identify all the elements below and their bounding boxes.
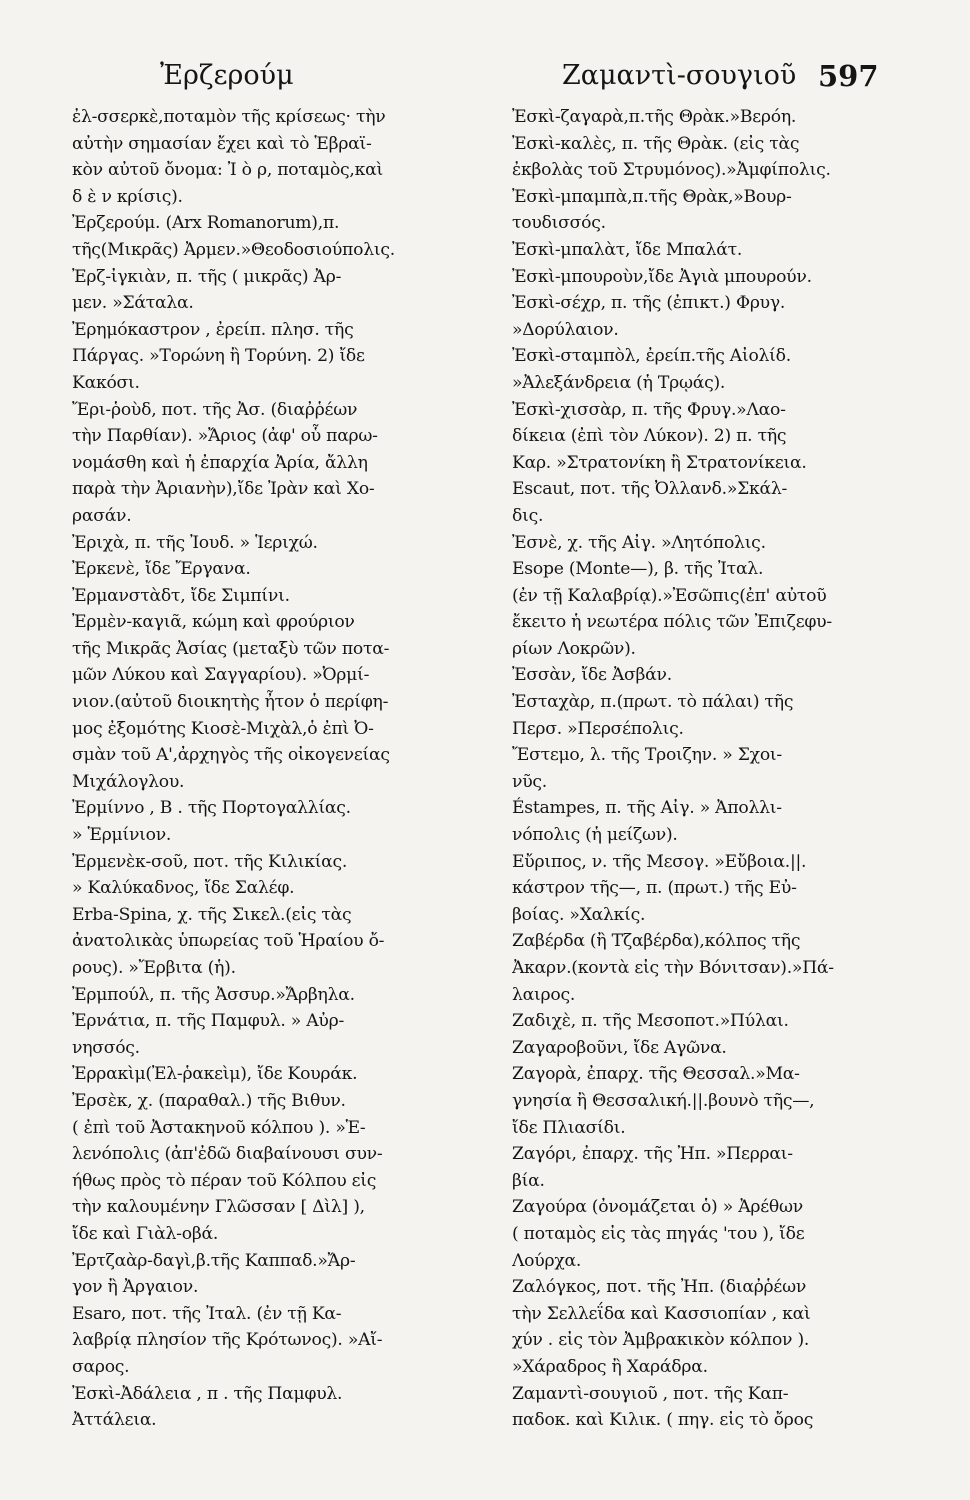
entry-line: Éstampes, π. τῆς Αἰγ. » Ἀπολλι- bbox=[512, 798, 782, 819]
entry-line: Ἐρρακὶμ(Ἐλ-ῥακεὶμ), ἴδε Κουράκ. bbox=[72, 1064, 358, 1085]
entry-line: μος ἐξομότης Κιοσὲ-Μιχὰλ,ὁ ἐπὶ Ὀ- bbox=[72, 718, 374, 739]
entry-line: Esaro, ποτ. τῆς Ἰταλ. (ἐν τῇ Κα- bbox=[72, 1303, 342, 1324]
left-column bbox=[72, 104, 460, 1434]
entry-line: Ἐσκὶ-Ἀδάλεια , π . τῆς Παμφυλ. bbox=[72, 1383, 343, 1404]
entry-line: ( ἐπὶ τοῦ Ἀστακηνοῦ κόλπου ). »Ἑ- bbox=[72, 1117, 366, 1138]
entry-line: Ἐσκὶ-μπουροὺν,ἴδε Ἀγιὰ μπουρούν. bbox=[512, 266, 812, 287]
entry-line: Ζαγαροβοῦνι, ἴδε Αγῶνα. bbox=[512, 1037, 727, 1058]
entry-line: Κακόσι. bbox=[72, 372, 140, 393]
entry-line: Μιχάλογλου. bbox=[72, 771, 185, 792]
entry-line: λενόπολις (ἀπ'ἐδῶ διαβαίνουσι συν- bbox=[72, 1144, 383, 1165]
entry-line: βία. bbox=[512, 1170, 545, 1191]
entry-line: σαρος. bbox=[72, 1356, 130, 1377]
entry-line: Ἔστεμο, λ. τῆς Τροιζην. » Σχοι- bbox=[512, 745, 782, 766]
entry-line: Περσ. »Περσέπολις. bbox=[512, 718, 684, 739]
entry-line: Πάργας. »Τορώνη ἢ Τορύνη. 2) ἴδε bbox=[72, 346, 365, 367]
entry-line: γνησία ἢ Θεσσαλική.||.βουνὸ τῆς—, bbox=[512, 1090, 815, 1111]
entry-line: Ἐσκὶ-μπαμπὰ,π.τῆς Θρὰκ,»Βουρ- bbox=[512, 186, 792, 207]
entry-line: »Ἀλεξάνδρεια (ἡ Τρῳάς). bbox=[512, 372, 726, 393]
page-number: 597 bbox=[818, 59, 879, 93]
entry-line: Ἐσκὶ-καλὲς, π. τῆς Θρὰκ. (εἰς τὰς bbox=[512, 133, 800, 154]
entry-line: βοίας. »Χαλκίς. bbox=[512, 904, 646, 925]
entry-line: »Δορύλαιον. bbox=[512, 319, 619, 340]
entry-line: λαιρος. bbox=[512, 984, 576, 1005]
entry-line: Ζαγόρι, ἐπαρχ. τῆς Ἠπ. »Περραι- bbox=[512, 1144, 793, 1165]
entry-line: ἔκειτο ἡ νεωτέρα πόλις τῶν Ἐπιζεφυ- bbox=[512, 612, 832, 633]
running-header bbox=[160, 52, 880, 100]
entry-line: νομάσθη καὶ ἡ ἐπαρχία Ἀρία, ἄλλη bbox=[72, 452, 368, 473]
entry-line: »Χάραδρος ἢ Χαράδρα. bbox=[512, 1356, 708, 1377]
entry-line: Ζαγορὰ, ἐπαρχ. τῆς Θεσσαλ.»Μα- bbox=[512, 1064, 800, 1085]
entry-line: Erba-Spina, χ. τῆς Σικελ.(εἰς τὰς bbox=[72, 904, 352, 925]
entry-line: Ἐρτζαὰρ-δαγὶ,β.τῆς Καππαδ.»Ἄρ- bbox=[72, 1250, 356, 1271]
entry-line: τὴν Παρθίαν). »Ἄριος (ἀφ' οὗ παρω- bbox=[72, 426, 378, 447]
entry-line: νόπολις (ἡ μείζων). bbox=[512, 825, 678, 846]
entry-line: Ἐρμενὲκ-σοῦ, ποτ. τῆς Κιλικίας. bbox=[72, 851, 348, 872]
entry-line: Ἐρκενὲ, ἴδε Ἔργανα. bbox=[72, 559, 251, 580]
entry-line: Λούρχα. bbox=[512, 1250, 582, 1271]
entry-line: Ἐριχὰ, π. τῆς Ἰουδ. » Ἱεριχώ. bbox=[72, 532, 318, 553]
entry-line: » Ἑρμίνιον. bbox=[72, 825, 172, 846]
entry-line: Ἐρμανστὰδτ, ἴδε Σιμπίνι. bbox=[72, 585, 290, 606]
entry-line: ( ποταμὸς εἰς τὰς πηγάς 'του ), ἴδε bbox=[512, 1223, 805, 1244]
header-right-title: Ζαμαντὶ-σουγιοῦ bbox=[562, 60, 797, 91]
entry-line: Ἐρνάτια, π. τῆς Παμφυλ. » Αὐρ- bbox=[72, 1011, 345, 1032]
entry-line: δίκεια (ἐπὶ τὸν Λύκον). 2) π. τῆς bbox=[512, 426, 787, 447]
entry-line: κάστρον τῆς—, π. (πρωτ.) τῆς Εὐ- bbox=[512, 878, 797, 899]
entry-line: Ἐρζ-ἰγκιὰν, π. τῆς ( μικρᾶς) Ἀρ- bbox=[72, 266, 342, 287]
entry-line: » Καλύκαδνος, ἴδε Σαλέφ. bbox=[72, 878, 295, 899]
entry-line: ρίων Λοκρῶν). bbox=[512, 638, 636, 659]
entry-line: Ἐσκὶ-χισσὰρ, π. τῆς Φρυγ.»Λαο- bbox=[512, 399, 786, 420]
entry-line: ἀνατολικὰς ὑπωρείας τοῦ Ἡραίου ὄ- bbox=[72, 931, 385, 952]
entry-line: Ἐρμὲν-καγιᾶ, κώμη καὶ φρούριον bbox=[72, 612, 355, 633]
entry-line: Ἐρζερούμ. (Arx Romanorum),π. bbox=[72, 213, 340, 234]
entry-line: Ἐσκὶ-σέχρ, π. τῆς (ἐπικτ.) Φρυγ. bbox=[512, 293, 786, 314]
entry-line: Escaut, ποτ. τῆς Ὀλλανδ.»Σκάλ- bbox=[512, 479, 788, 500]
entry-line: Ἀκαρν.(κοντὰ εἰς τὴν Βόνιτσαν).»Πά- bbox=[512, 958, 834, 978]
entry-line: τὴν καλουμένην Γλῶσσαν [ Δὶλ] ), bbox=[72, 1197, 365, 1218]
entry-line: μῶν Λύκου καὶ Σαγγαρίου). »Ὀρμί- bbox=[72, 665, 370, 686]
entry-line: (ἐν τῇ Καλαβρίᾳ).»Ἐσῶπις(ἐπ' αὐτοῦ bbox=[512, 585, 827, 606]
entry-line: Ἐσνὲ, χ. τῆς Αἰγ. »Λητόπολις. bbox=[512, 532, 766, 553]
entry-line: Ἐρμίννο , Β . τῆς Πορτογαλλίας. bbox=[72, 798, 351, 819]
entry-line: Ζαγούρα (ὀνομάζεται ὁ) » Ἀρέθων bbox=[512, 1197, 803, 1218]
entry-line: ήθως πρὸς τὸ πέραν τοῦ Κόλπου εἰς bbox=[72, 1170, 377, 1191]
entry-line: νησσός. bbox=[72, 1037, 140, 1058]
entry-line: τὴν Σελλεΐδα καὶ Κασσιοπίαν , καὶ bbox=[512, 1303, 811, 1324]
entry-line: λαβρίᾳ πλησίον τῆς Κρότωνος). »Αἴ- bbox=[72, 1330, 383, 1351]
entry-line: παρὰ τὴν Ἀριανὴν),ἴδε Ἰρὰν καὶ Χο- bbox=[72, 479, 375, 500]
entry-line: σμὰν τοῦ Α',ἀρχηγὸς τῆς οἰκογενείας bbox=[72, 745, 390, 766]
entry-line: χύν . εἰς τὸν Ἀμβρακικὸν κόλπον ). bbox=[512, 1330, 810, 1351]
entry-line: Ἐσταχὰρ, π.(πρωτ. τὸ πάλαι) τῆς bbox=[512, 692, 794, 713]
entry-line: αὐτὴν σημασίαν ἔχει καὶ τὸ Ἑβραϊ- bbox=[72, 133, 372, 154]
entry-line: Ζαβέρδα (ἢ Τζαβέρδα),κόλπος τῆς bbox=[512, 931, 801, 952]
entry-line: Ἔρι-ῥοὺδ, ποτ. τῆς Ἀσ. (διαῤῥέων bbox=[72, 399, 358, 420]
right-column bbox=[512, 104, 906, 1434]
entry-line: παδοκ. καὶ Κιλικ. ( πηγ. εἰς τὸ ὄρος bbox=[512, 1410, 814, 1431]
entry-line: ρους). »Ἔρβιτα (ἡ). bbox=[72, 958, 236, 978]
entry-line: ἴδε Πλιασίδι. bbox=[512, 1117, 626, 1138]
entry-line: ἴδε καὶ Γιὰλ-οβά. bbox=[72, 1223, 219, 1244]
entry-line: Ἐρμπούλ, π. τῆς Ἀσσυρ.»Ἄρβηλα. bbox=[72, 984, 355, 1005]
entry-line: Ζαλόγκος, ποτ. τῆς Ἠπ. (διαῤῥέων bbox=[512, 1277, 807, 1298]
header-left-title: Ἐρζερούμ bbox=[160, 60, 294, 91]
entry-line: νῦς. bbox=[512, 771, 547, 792]
entry-line: Ἐσκὶ-ζαγαρὰ,π.τῆς Θρὰκ.»Βερόη. bbox=[512, 107, 797, 127]
entry-line: ἐκβολὰς τοῦ Στρυμόνος).»Ἀμφίπολις. bbox=[512, 160, 831, 181]
entry-line: Ζαμαντὶ-σουγιοῦ , ποτ. τῆς Καπ- bbox=[512, 1383, 789, 1404]
entry-line: Εὔριπος, ν. τῆς Μεσογ. »Εὔβοια.||. bbox=[512, 851, 807, 872]
entry-line: Ἐσκὶ-μπαλὰτ, ἴδε Μπαλάτ. bbox=[512, 239, 743, 260]
entry-line: Esope (Monte—), β. τῆς Ἰταλ. bbox=[512, 559, 764, 580]
entry-line: Ἐσσὰν, ἴδε Ἀσβάν. bbox=[512, 665, 672, 686]
entry-line: τῆς Μικρᾶς Ἀσίας (μεταξὺ τῶν ποτα- bbox=[72, 638, 390, 659]
entry-line: μεν. »Σάταλα. bbox=[72, 293, 194, 314]
entry-line: δις. bbox=[512, 505, 544, 526]
entry-line: ρασάν. bbox=[72, 505, 132, 526]
entry-line: Ἐσκὶ-σταμπὸλ, ἐρείπ.τῆς Αἰολίδ. bbox=[512, 346, 791, 367]
entry-line: Ζαδιχὲ, π. τῆς Μεσοποτ.»Πύλαι. bbox=[512, 1011, 789, 1032]
entry-line: νιον.(αὐτοῦ διοικητὴς ἦτον ὁ περίφη- bbox=[72, 692, 389, 713]
entry-line: κὸν αὐτοῦ ὄνομα: Ἰ ὸ ρ, ποταμὸς,καὶ bbox=[72, 160, 383, 181]
entry-line: γον ἢ Ἀργαιον. bbox=[72, 1277, 199, 1298]
entry-line: Ἐρσὲκ, χ. (παραθαλ.) τῆς Βιθυν. bbox=[72, 1090, 346, 1111]
entry-line: Ἀττάλεια. bbox=[72, 1410, 157, 1431]
entry-line: ἐλ-σσερκὲ,ποταμὸν τῆς κρίσεως· τὴν bbox=[72, 107, 386, 127]
entry-line: δ ὲ ν κρίσις). bbox=[72, 186, 183, 207]
entry-line: τουδισσός. bbox=[512, 213, 606, 234]
entry-line: Καρ. »Στρατονίκη ἢ Στρατονίκεια. bbox=[512, 452, 807, 473]
entry-line: Ἐρημόκαστρον , ἐρείπ. πλησ. τῆς bbox=[72, 319, 354, 340]
entry-line: τῆς(Μικρᾶς) Ἀρμεν.»Θεοδοσιούπολις. bbox=[72, 239, 395, 260]
